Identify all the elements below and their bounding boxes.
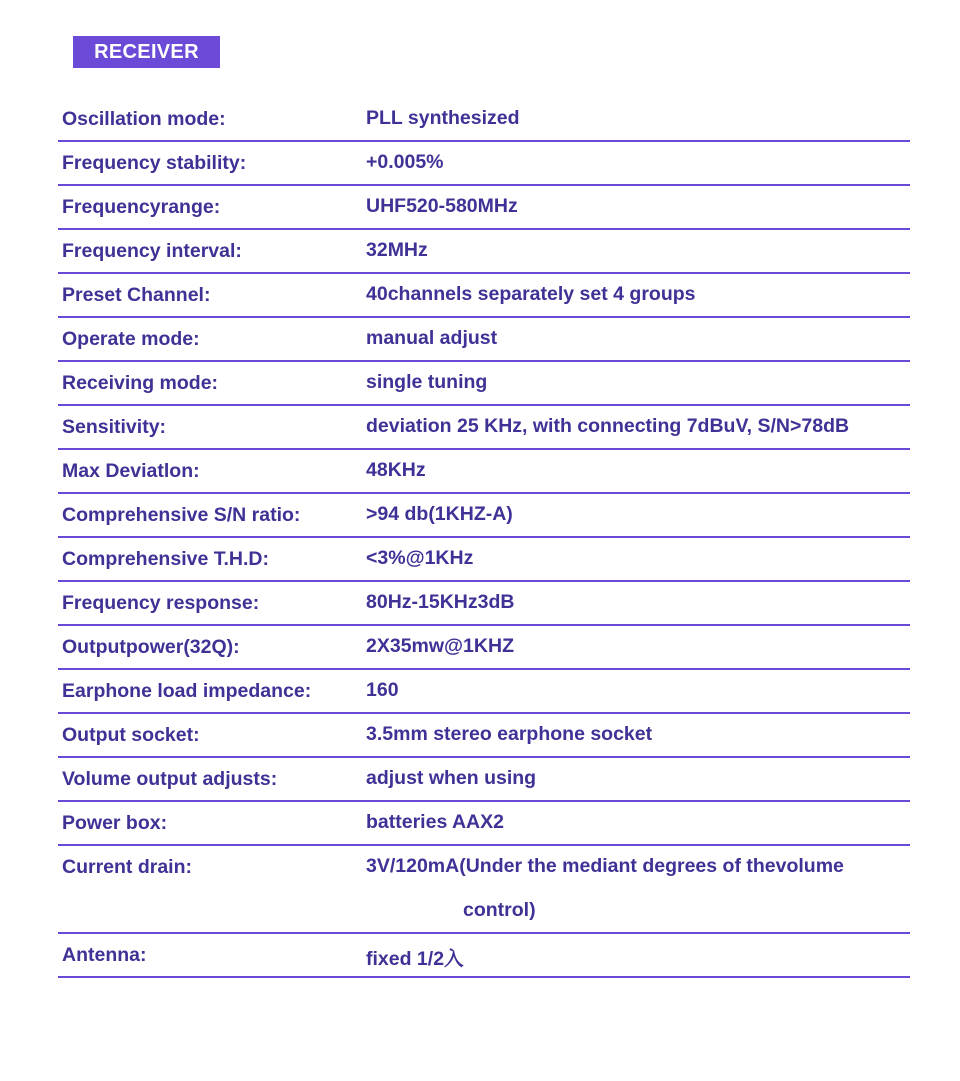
spec-label: Comprehensive T.H.D:: [62, 548, 269, 570]
spec-row: [58, 802, 910, 846]
spec-value: PLL synthesized: [366, 107, 520, 129]
spec-label: Operate mode:: [62, 328, 200, 350]
spec-label: Oscillation mode:: [62, 108, 226, 130]
spec-value: >94 db(1KHZ-A): [366, 503, 513, 525]
spec-row: [58, 406, 910, 450]
spec-value-line-1: 3V/120mA(Under the mediant degrees of thevolume: [366, 855, 844, 877]
spec-label: Comprehensive S/N ratio:: [62, 504, 301, 526]
spec-row: [58, 494, 910, 538]
spec-row: [58, 230, 910, 274]
spec-value: 80Hz-15KHz3dB: [366, 591, 515, 613]
spec-table: [58, 98, 910, 978]
spec-row: [58, 274, 910, 318]
spec-value: UHF520-580MHz: [366, 195, 518, 217]
spec-value: +0.005%: [366, 151, 444, 173]
spec-label: Frequencyrange:: [62, 196, 221, 218]
spec-label: Receiving mode:: [62, 372, 219, 394]
spec-label: Frequency stability:: [62, 152, 247, 174]
spec-value: fixed 1/2入: [366, 948, 464, 970]
spec-value: 2X35mw@1KHZ: [366, 635, 514, 657]
spec-row: [58, 714, 910, 758]
spec-row: [58, 934, 910, 978]
spec-label: Max Deviatlon:: [62, 460, 200, 482]
section-title-badge: RECEIVER: [73, 36, 220, 68]
spec-row: [58, 846, 910, 934]
spec-label: Preset Channel:: [62, 284, 211, 306]
spec-value: batteries AAX2: [366, 811, 504, 833]
spec-value: 40channels separately set 4 groups: [366, 283, 696, 305]
spec-value: 3.5mm stereo earphone socket: [366, 723, 653, 745]
spec-value-line-2: control): [463, 899, 536, 921]
spec-value: 32MHz: [366, 239, 428, 261]
spec-value: adjust when using: [366, 767, 537, 789]
spec-row: [58, 98, 910, 142]
spec-value: single tuning: [366, 371, 488, 393]
spec-row: [58, 582, 910, 626]
spec-row: [58, 362, 910, 406]
spec-row: [58, 538, 910, 582]
spec-label: Antenna:: [62, 944, 147, 966]
spec-row: [58, 758, 910, 802]
spec-row: [58, 142, 910, 186]
spec-value: 48KHz: [366, 459, 426, 481]
spec-row: [58, 626, 910, 670]
spec-value: <3%@1KHz: [366, 547, 474, 569]
spec-label: Sensitivity:: [62, 416, 167, 438]
spec-row: [58, 186, 910, 230]
spec-value: deviation 25 KHz, with connecting 7dBuV, S/N>78dB: [366, 415, 850, 437]
spec-label: Outputpower(32Q):: [62, 636, 240, 658]
spec-label: Frequency interval:: [62, 240, 242, 262]
spec-value: [366, 844, 910, 932]
spec-value: manual adjust: [366, 327, 498, 349]
spec-label: Current drain:: [62, 856, 193, 878]
spec-row: [58, 670, 910, 714]
spec-label: Power box:: [62, 812, 168, 834]
spec-row: [58, 450, 910, 494]
spec-label: Volume output adjusts:: [62, 768, 278, 790]
spec-row: [58, 318, 910, 362]
spec-value: 160: [366, 679, 399, 701]
spec-label: Output socket:: [62, 724, 200, 746]
spec-label: Earphone load impedance:: [62, 680, 312, 702]
spec-label: Frequency response:: [62, 592, 260, 614]
